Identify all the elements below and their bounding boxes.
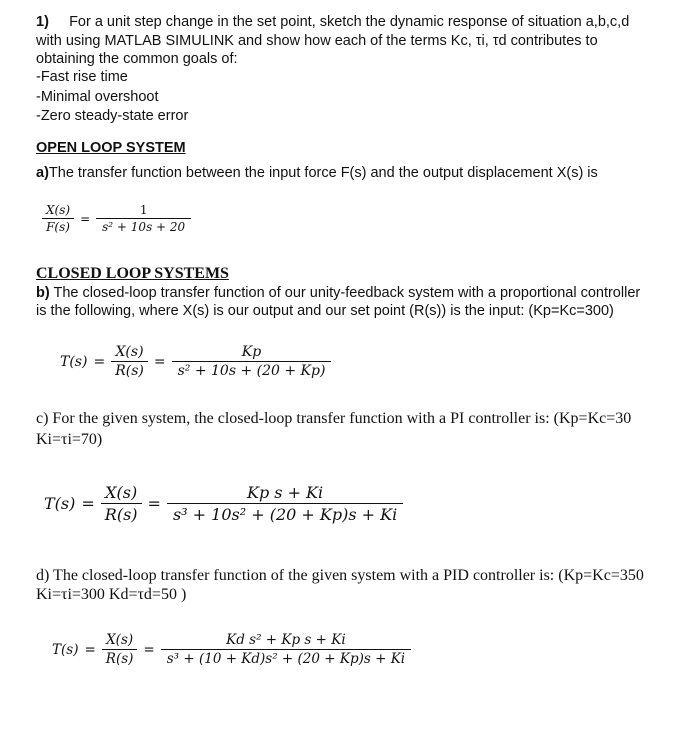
eq-c-mid-numerator: X(s)	[105, 483, 138, 502]
eq-d-mid-denominator: R(s)	[102, 649, 138, 667]
eq-d-rhs-numerator: Kd s² + Kp s + Ki	[226, 632, 346, 648]
eq-c-lhs: T(s)	[44, 494, 76, 513]
eq-a-lhs-numerator: X(s)	[46, 203, 71, 217]
question-number: 1)	[36, 14, 49, 30]
part-b-label: b)	[36, 285, 50, 301]
eq-b-equals-1: =	[93, 353, 106, 370]
part-d-line-1: d) The closed-loop transfer function of the given system with a PID controller is: (Kp=Kc=350	[36, 567, 644, 584]
open-loop-heading: OPEN LOOP SYSTEM	[36, 140, 186, 156]
part-b-text: The closed-loop transfer function of our unity-feedback system with a proportional controller	[53, 285, 641, 301]
eq-a-rhs-fraction	[96, 203, 191, 234]
pi-transfer-function	[44, 483, 403, 524]
part-a-text: The transfer function between the input force F(s) and the output displacement X(s) is	[48, 165, 598, 181]
eq-c-equals-2: =	[147, 494, 161, 513]
eq-d-mid-fraction	[102, 632, 138, 667]
open-loop-description	[36, 165, 598, 182]
eq-d-rhs-denominator: s³ + (10 + Kd)s² + (20 + Kp)s + Ki	[161, 649, 411, 667]
part-c-line-2: Ki=τi=70)	[36, 431, 103, 448]
eq-c-rhs-fraction	[167, 483, 403, 524]
part-b-line-1	[36, 285, 676, 302]
eq-b-mid-numerator: X(s)	[115, 344, 144, 360]
eq-b-rhs-numerator: Kp	[241, 344, 262, 360]
eq-a-lhs-fraction	[42, 203, 74, 234]
part-c-line-1: c) For the given system, the closed-loop transfer function with a PI controller is: (Kp=Kc=30	[36, 410, 632, 427]
eq-c-rhs-numerator: Kp s + Ki	[246, 483, 324, 502]
goal-minimal-overshoot: -Minimal overshoot	[36, 89, 159, 105]
eq-d-equals-1: =	[84, 641, 96, 658]
eq-c-mid-fraction	[101, 483, 142, 524]
closed-loop-heading: CLOSED LOOP SYSTEMS	[36, 265, 229, 282]
question-1-line-2: with using MATLAB SIMULINK and show how each of the terms Kc, τi, τd contributes to	[36, 33, 598, 49]
goal-fast-rise-time: -Fast rise time	[36, 69, 128, 85]
part-d-line-2: Ki=τi=300 Kd=τd=50 )	[36, 586, 187, 603]
pid-transfer-function	[52, 632, 411, 667]
eq-a-rhs-denominator: s² + 10s + 20	[96, 218, 191, 234]
proportional-transfer-function	[60, 344, 331, 379]
eq-a-equals: =	[80, 211, 91, 226]
eq-d-lhs: T(s)	[52, 641, 79, 658]
question-1-line-3: obtaining the common goals of:	[36, 51, 238, 67]
eq-c-equals-1: =	[81, 494, 95, 513]
eq-b-equals-2: =	[153, 353, 166, 370]
goal-zero-steady-state-error: -Zero steady-state error	[36, 108, 189, 124]
part-b-line-2: is the following, where X(s) is our output and our set point (R(s)) is the input: (Kp=Kc=300)	[36, 303, 614, 319]
eq-b-mid-denominator: R(s)	[111, 361, 148, 379]
eq-c-rhs-denominator: s³ + 10s² + (20 + Kp)s + Ki	[167, 503, 403, 524]
eq-d-rhs-fraction	[161, 632, 411, 667]
eq-b-rhs-denominator: s² + 10s + (20 + Kp)	[172, 361, 332, 379]
question-1-line-1	[36, 14, 672, 31]
eq-b-mid-fraction	[111, 344, 148, 379]
eq-a-lhs-denominator: F(s)	[42, 218, 74, 234]
part-a-label: a)	[36, 165, 49, 181]
eq-b-lhs: T(s)	[60, 353, 88, 370]
eq-d-equals-2: =	[143, 641, 155, 658]
eq-a-rhs-numerator: 1	[139, 203, 148, 217]
eq-d-mid-numerator: X(s)	[106, 632, 134, 648]
eq-c-mid-denominator: R(s)	[101, 503, 142, 524]
question-text: For a unit step change in the set point, sketch the dynamic response of situation a,b,c,d	[69, 14, 630, 30]
eq-b-rhs-fraction	[172, 344, 332, 379]
open-loop-transfer-function	[42, 203, 191, 234]
